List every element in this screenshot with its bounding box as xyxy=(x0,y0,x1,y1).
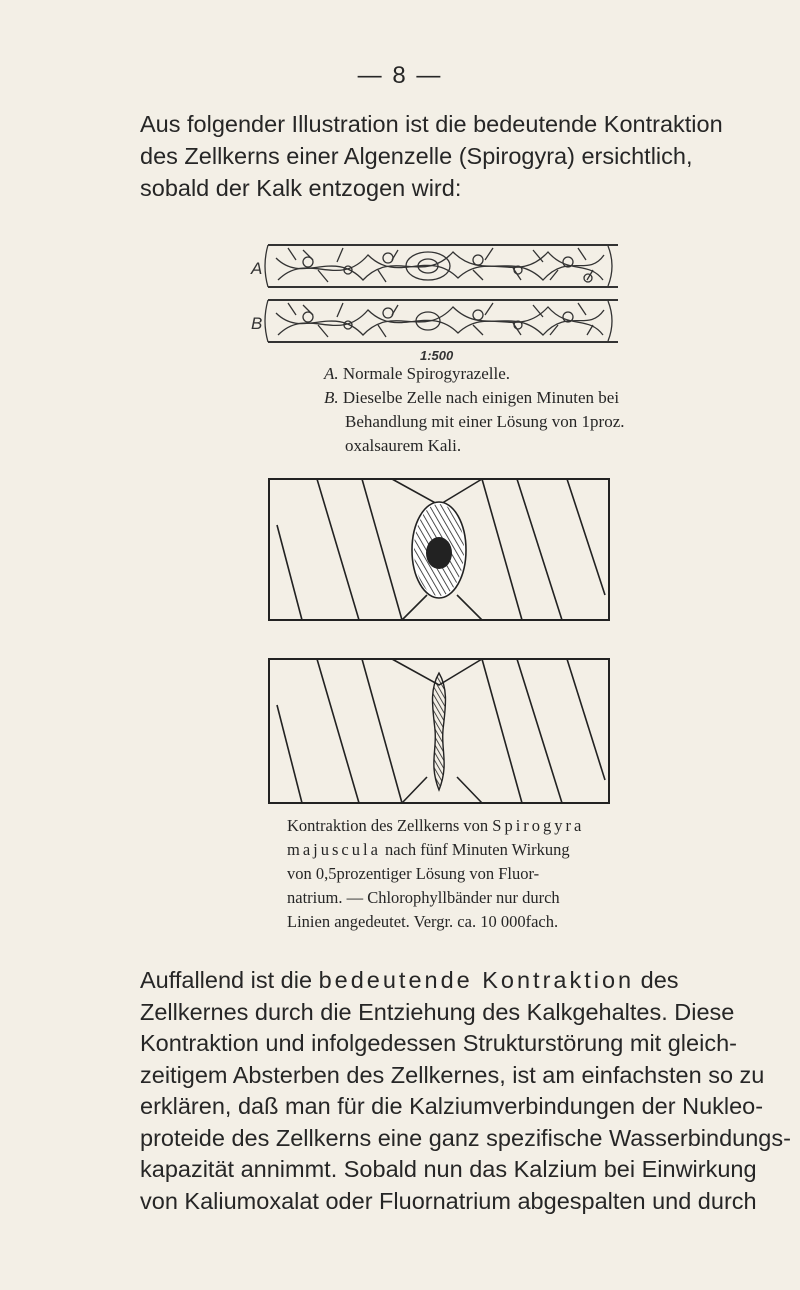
caption-a-text: Normale Spirogyrazelle. xyxy=(342,364,510,383)
figure2-caption xyxy=(287,814,627,934)
scale-label: 1:500 xyxy=(420,348,454,362)
caption2-line4: natrium. — Chlorophyllbänder nur durch xyxy=(287,888,560,907)
caption-a-letter: A. xyxy=(324,364,339,383)
body-line1a: Auffallend ist die xyxy=(140,967,313,993)
cell-b-drawing xyxy=(265,300,618,342)
body-line8: von Kaliumoxalat oder Fluornatrium abgespalten und durch xyxy=(140,1187,757,1214)
caption2-line2a: majuscula xyxy=(287,840,381,859)
nucleus-contracted-shape xyxy=(433,673,446,790)
caption2-line3: von 0,5prozentiger Lösung von Fluor- xyxy=(287,864,540,883)
body-line6: proteide des Zellkerns eine ganz spezifische Wasserbindungs- xyxy=(140,1124,791,1151)
body-line1b: bedeutende Kontraktion xyxy=(318,967,635,993)
body-line1c: des xyxy=(640,967,679,993)
body-paragraph xyxy=(140,965,791,1217)
intro-paragraph: Aus folgender Illustration ist die bedeutende Kontraktion des Zellkerns einer Algenzelle (Spirogyra) ersichtlich, sobald der Kalk entzogen wird: xyxy=(140,111,723,201)
body-line5: erklären, daß man für die Kalziumverbindungen der Nukleo- xyxy=(140,1093,764,1119)
figure-nucleus-contracted xyxy=(267,655,613,807)
page-number: — 8 — xyxy=(357,62,443,89)
caption-b-line3: oxalsaurem Kali. xyxy=(345,436,462,455)
caption2-line5: Linien angedeutet. Vergr. ca. 10 000fach. xyxy=(287,912,559,931)
caption-b-letter: B. xyxy=(324,388,339,407)
body-line3: Kontraktion und infolgedessen Strukturstörung mit gleich- xyxy=(140,1030,737,1056)
caption2-line1b: Spirogyra xyxy=(492,816,585,835)
caption2-line1a: Kontraktion des Zellkerns von xyxy=(287,816,489,835)
body-line7: kapazität annimmt. Sobald nun das Kalzium bei Einwirkung xyxy=(140,1156,757,1182)
figure1-caption xyxy=(324,362,774,458)
cell-a-label: A xyxy=(251,259,263,278)
body-line2: Zellkernes durch die Entziehung des Kalkgehaltes. Diese xyxy=(140,998,735,1025)
cell-a-drawing xyxy=(265,245,618,287)
figure-nucleus-normal xyxy=(267,475,613,623)
cell-b-label: B xyxy=(251,314,263,333)
caption2-line2b: nach fünf Minuten Wirkung xyxy=(385,840,570,859)
body-line4: zeitigem Absterben des Zellkernes, ist am einfachsten so zu xyxy=(140,1061,765,1088)
caption-b-line2: Behandlung mit einer Lösung von 1proz. xyxy=(345,412,625,431)
figure-spirogyra-cells xyxy=(248,240,628,362)
caption-b-line1: Dieselbe Zelle nach einigen Minuten bei xyxy=(342,388,620,407)
